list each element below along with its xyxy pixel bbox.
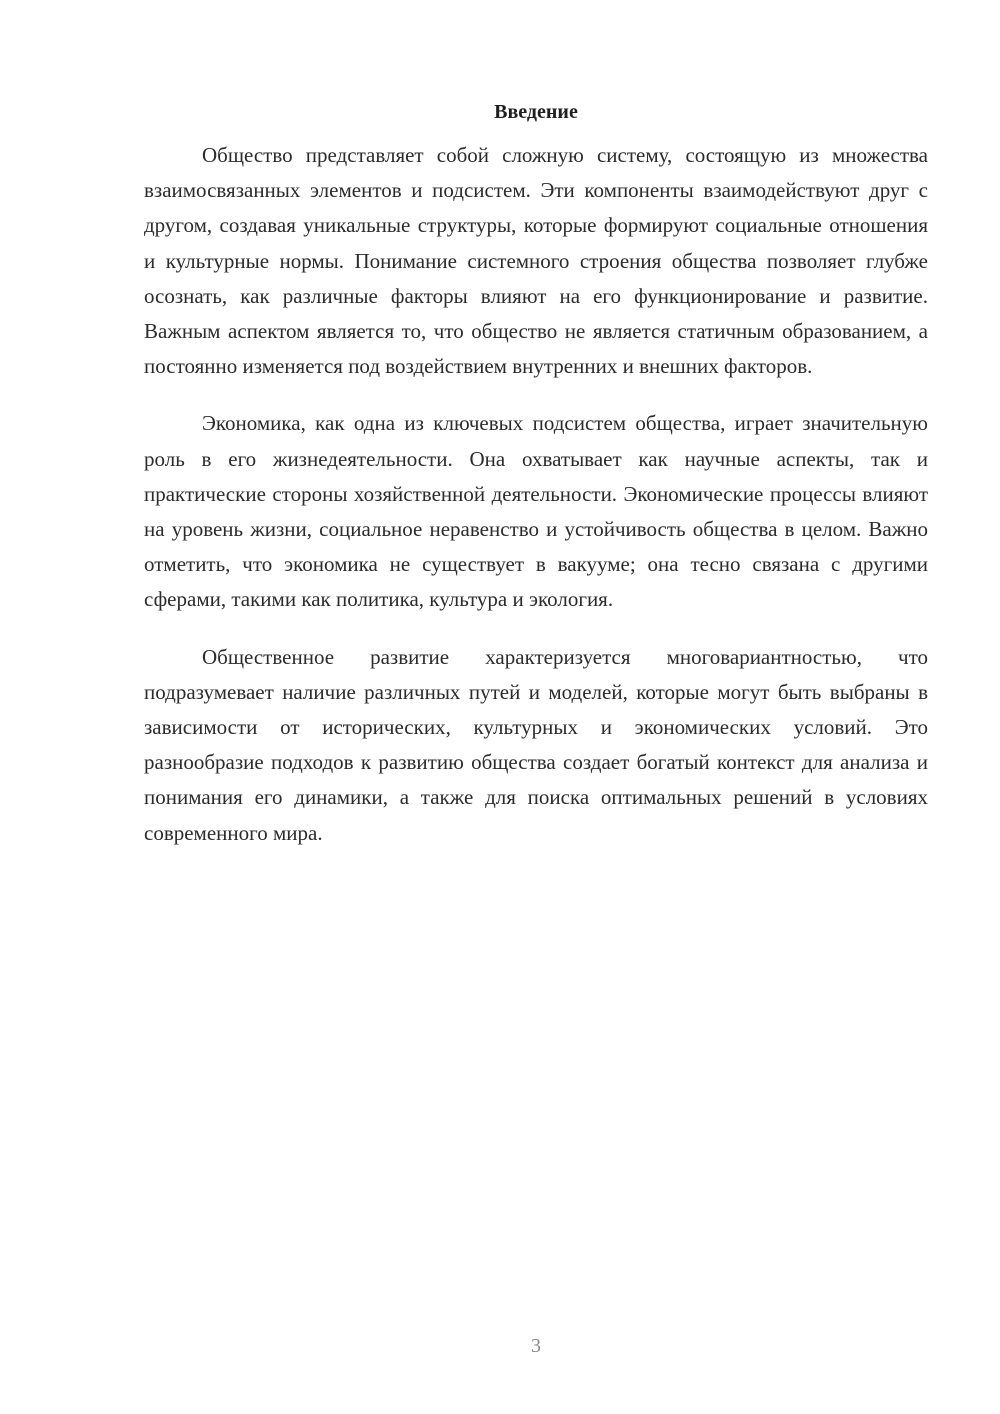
- paragraph-3: Общественное развитие характеризуется многовариантностью, что подразумевает наличие различных путей и моделей, которые могут быть выбраны в зависимости от исторических, культурных и экономических условий. Это разнообразие подходов к развитию общества создает богатый контекст для анализа и понимания его динамики, а также для поиска оптимальных решений в условиях современного мира.: [144, 644, 928, 845]
- section-title: Введение: [494, 101, 578, 123]
- page-number: 3: [531, 1335, 541, 1357]
- paragraph-1: Общество представляет собой сложную систему, состоящую из множества взаимосвязанных элементов и подсистем. Эти компоненты взаимодействуют друг с другом, создавая уникальные структуры, которые формируют социальные отношения и культурные нормы. Понимание системного строения общества позволяет глубже осознать, как различные факторы влияют на его функционирование и развитие. Важным аспектом является то, что общество не является статичным образованием, а постоянно изменяется под воздействием внутренних и внешних факторов.: [144, 143, 928, 379]
- paragraph-2: Экономика, как одна из ключевых подсистем общества, играет значительную роль в его жизнедеятельности. Она охватывает как научные аспекты, так и практические стороны хозяйственной деятельности. Экономические процессы влияют на уровень жизни, социальное неравенство и устойчивость общества в целом. Важно отметить, что экономика не существует в вакууме; она тесно связана с другими сферами, такими как политика, культура и экология.: [144, 411, 928, 612]
- page-content: [144, 96, 928, 873]
